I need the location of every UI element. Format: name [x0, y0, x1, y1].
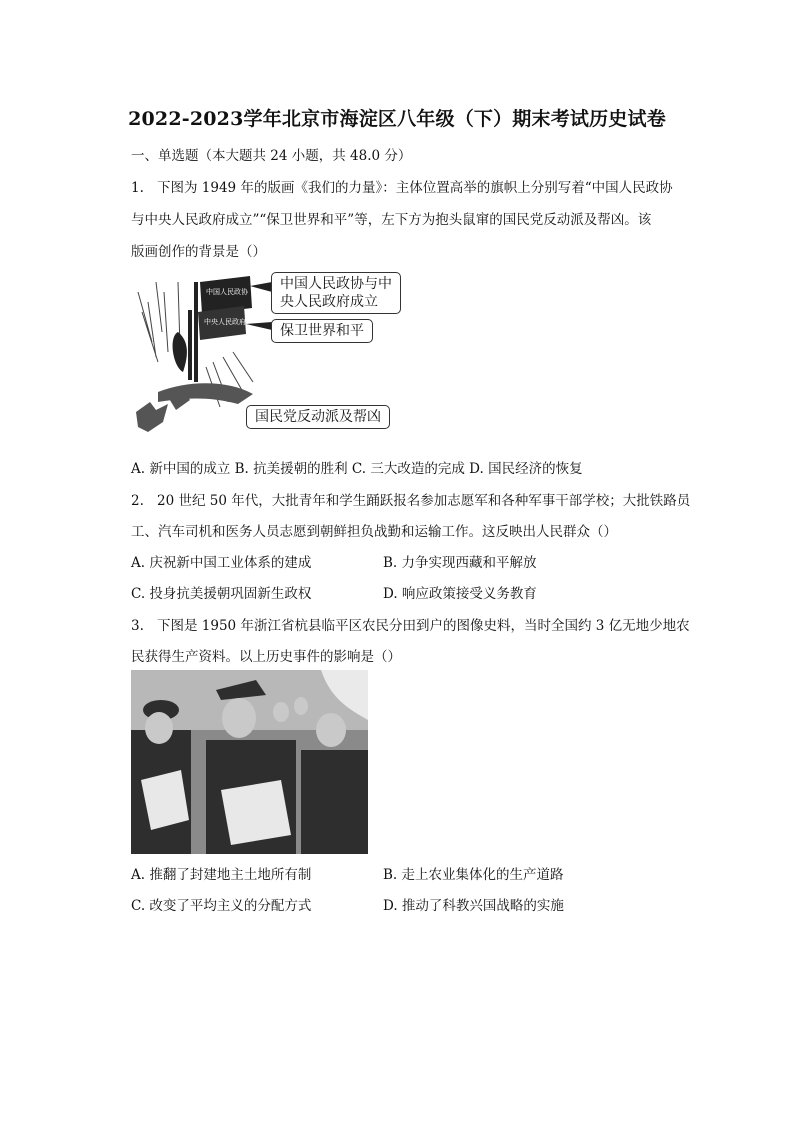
callout-cppcc-line2: 央人民政府成立 — [280, 294, 378, 310]
exam-title: 2022-2023学年北京市海淀区八年级（下）期末考试历史试卷 — [128, 108, 666, 130]
callout-cppcc — [271, 272, 401, 314]
land-reform-photo-image — [131, 670, 368, 854]
q2-option-b: B. 力争实现西藏和平解放 — [383, 555, 537, 571]
q1-stem-line1 — [131, 176, 673, 196]
callout-kmt: 国民党反动派及帮凶 — [246, 405, 390, 429]
q1-number: 1. — [131, 180, 144, 196]
callout-cppcc-line1: 中国人民政协与中 — [280, 276, 392, 292]
q2-stem-line2: 工、汽车司机和医务人员志愿到朝鲜担负战勤和运输工作。这反映出人民群众（） — [131, 524, 617, 540]
q3-text-1: 下图是 1950 年浙江省杭县临平区农民分田到户的图像史料，当时全国约 3 亿无地少地农 — [157, 618, 690, 634]
q3-option-b: B. 走上农业集体化的生产道路 — [383, 867, 564, 883]
q3-stem-line1 — [131, 614, 690, 634]
q1-stem-line2: 与中央人民政府成立”“保卫世界和平”等，左下方为抱头鼠窜的国民党反动派及帮凶。该 — [131, 212, 652, 228]
q1-text-1: 下图为 1949 年的版画《我们的力量》：主体位置高举的旗帜上分别写着“中国人民政协 — [157, 180, 673, 196]
q1-stem-line3: 版画创作的背景是（） — [131, 244, 266, 260]
q1-options: A. 新中国的成立 B. 抗美援朝的胜利 C. 三大改造的完成 D. 国民经济的恢复 — [131, 461, 583, 477]
land-reform-photo — [131, 670, 368, 854]
q3-stem-line2: 民获得生产资料。以上历史事件的影响是（） — [131, 649, 401, 665]
q2-option-d: D. 响应政策接受义务教育 — [383, 586, 537, 602]
flag-text-2: 中央人民政府 — [204, 318, 246, 326]
q2-number: 2. — [131, 493, 144, 509]
q2-text-1: 20 世纪 50 年代，大批青年和学生踊跃报名参加志愿军和各种军事干部学校；大批铁路员 — [157, 493, 691, 509]
q2-option-c: C. 投身抗美援朝巩固新生政权 — [131, 586, 312, 602]
woodcut-illustration — [128, 262, 258, 442]
flag-text-1: 中国人民政协 — [206, 288, 248, 296]
woodcut-figure — [128, 262, 418, 442]
q3-option-d: D. 推动了科教兴国战略的实施 — [383, 898, 564, 914]
callout-peace: 保卫世界和平 — [271, 319, 373, 343]
q2-option-a: A. 庆祝新中国工业体系的建成 — [131, 555, 312, 571]
q3-option-c: C. 改变了平均主义的分配方式 — [131, 898, 312, 914]
q2-stem-line1 — [131, 489, 690, 509]
section-heading: 一、单选题（本大题共 24 小题，共 48.0 分） — [131, 148, 412, 164]
q3-number: 3. — [131, 618, 144, 634]
q3-option-a: A. 推翻了封建地主土地所有制 — [131, 867, 312, 883]
